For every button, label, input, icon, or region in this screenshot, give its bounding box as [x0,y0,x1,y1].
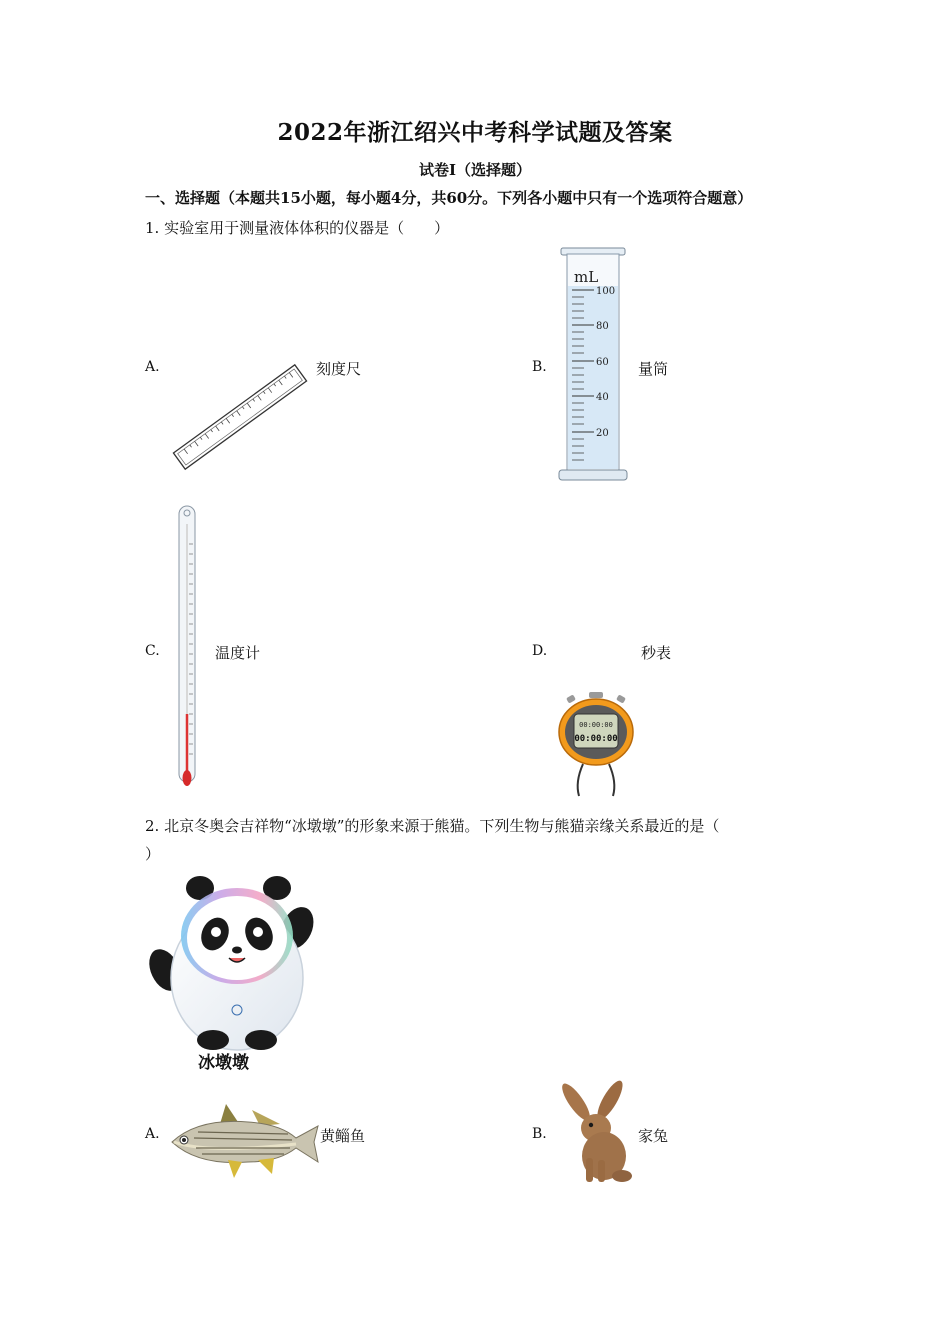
mascot-caption: 冰墩墩 [198,1053,249,1073]
question-1 [145,217,449,238]
stopwatch-display-bottom: 00:00:00 [574,734,618,744]
fish-image [168,1100,318,1182]
section-heading: 一、选择题（本题共15小题，每小题4分，共60分。下列各小题中只有一个选项符合题意） [145,189,753,207]
cylinder-mark-80: 80 [596,321,609,332]
q2-option-letter-b: B. [532,1126,547,1142]
option-letter-c: C. [145,643,160,659]
stopwatch-display-top: 00:00:00 [579,721,613,729]
option-letter-d: D. [532,643,548,659]
q2-option-label-b: 家兔 [638,1127,669,1145]
cylinder-mark-60: 60 [596,357,609,368]
option-letter-a: A. [145,359,160,375]
cylinder-mark-40: 40 [596,392,609,403]
document-title: 2022年浙江绍兴中考科学试题及答案 [277,119,673,146]
stopwatch-image [555,690,639,802]
option-letter-b: B. [532,359,547,375]
question-text: 北京冬奥会吉祥物“冰墩墩”的形象来源于熊猫。下列生物与熊猫亲缘关系最近的是（ [164,817,720,835]
question-number: 1. [145,219,160,237]
thermometer-image [172,504,202,792]
question-text: 实验室用于测量液体体积的仪器是（ ） [164,219,450,237]
q2-option-label-a: 黄鲻鱼 [320,1127,366,1145]
bing-dwen-dwen-mascot-image [145,870,325,1052]
paper-subtitle: 试卷Ⅰ（选择题） [418,161,532,179]
ruler-image [170,355,310,480]
cylinder-mark-20: 20 [596,428,609,439]
rabbit-image [556,1080,636,1184]
cylinder-unit: mL [574,268,599,286]
question-2 [145,815,719,836]
question-number: 2. [145,817,160,835]
option-label-d: 秒表 [641,644,672,662]
q2-option-letter-a: A. [145,1126,160,1142]
question-2-continuation: ） [145,845,161,863]
cylinder-mark-100: 100 [596,286,616,297]
option-label-b: 量筒 [638,360,669,378]
graduated-cylinder-image [558,246,630,484]
option-label-a: 刻度尺 [316,360,362,378]
option-label-c: 温度计 [215,644,261,662]
